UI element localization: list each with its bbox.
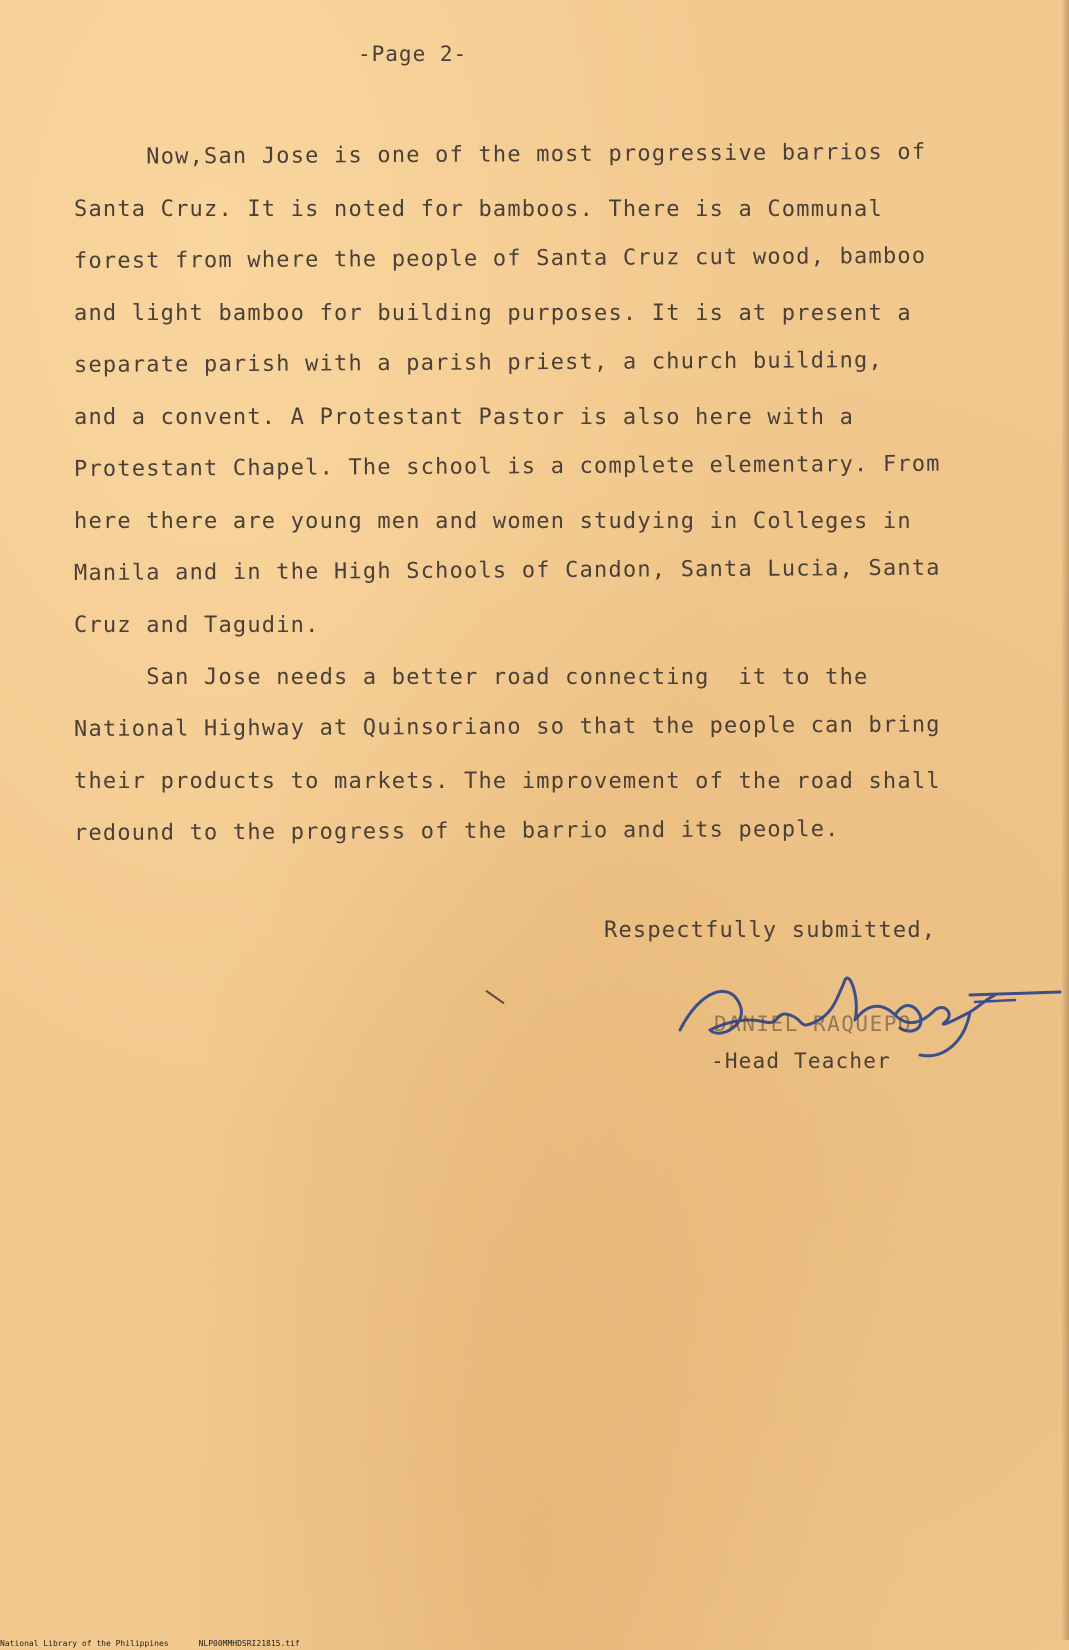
paragraph-line: here there are young men and women studying in Colleges in [74, 509, 912, 534]
paragraph-line: Now,San Jose is one of the most progressive barrios of [73, 139, 927, 170]
paragraph-1 [74, 132, 1004, 652]
closing-line: Respectfully submitted, [604, 918, 937, 943]
paragraph-line: Protestant Chapel. The school is a complete elementary. From [73, 451, 941, 482]
stray-mark [485, 990, 504, 1004]
paragraph-line: Santa Cruz. It is noted for bamboos. There is a Communal [74, 197, 883, 222]
paragraph-line: and light bamboo for building purposes. It is at present a [74, 301, 912, 326]
paragraph-line: separate parish with a parish priest, a church building, [73, 348, 883, 378]
footer-file-id: NLP00MMHDSRI21815.tif [198, 1639, 300, 1648]
paragraph-line: and a convent. A Protestant Pastor is also here with a [74, 405, 855, 430]
paragraph-line: Cruz and Tagudin. [74, 613, 320, 638]
signer-title: -Head Teacher [711, 1049, 891, 1073]
paragraph-line: Manila and in the High Schools of Candon, Santa Lucia, Santa [73, 555, 941, 586]
paragraph-line: their products to markets. The improvement of the road shall [74, 769, 941, 794]
footer-institution: National Library of the Philippines [0, 1639, 169, 1648]
page-edge-shadow [1061, 0, 1069, 1640]
scan-footer [0, 1639, 330, 1648]
page-header: -Page 2- [358, 42, 468, 66]
signer-name: DANIEL RAQUEPO [714, 1012, 913, 1036]
paragraph-line: San Jose needs a better road connecting it to the [74, 665, 869, 690]
paragraph-2 [74, 652, 1004, 860]
paragraph-line: forest from where the people of Santa Cruz cut wood, bamboo [73, 243, 927, 274]
paragraph-line: redound to the progress of the barrio and its people. [73, 816, 840, 846]
paragraph-line: National Highway at Quinsoriano so that the people can bring [73, 712, 941, 742]
